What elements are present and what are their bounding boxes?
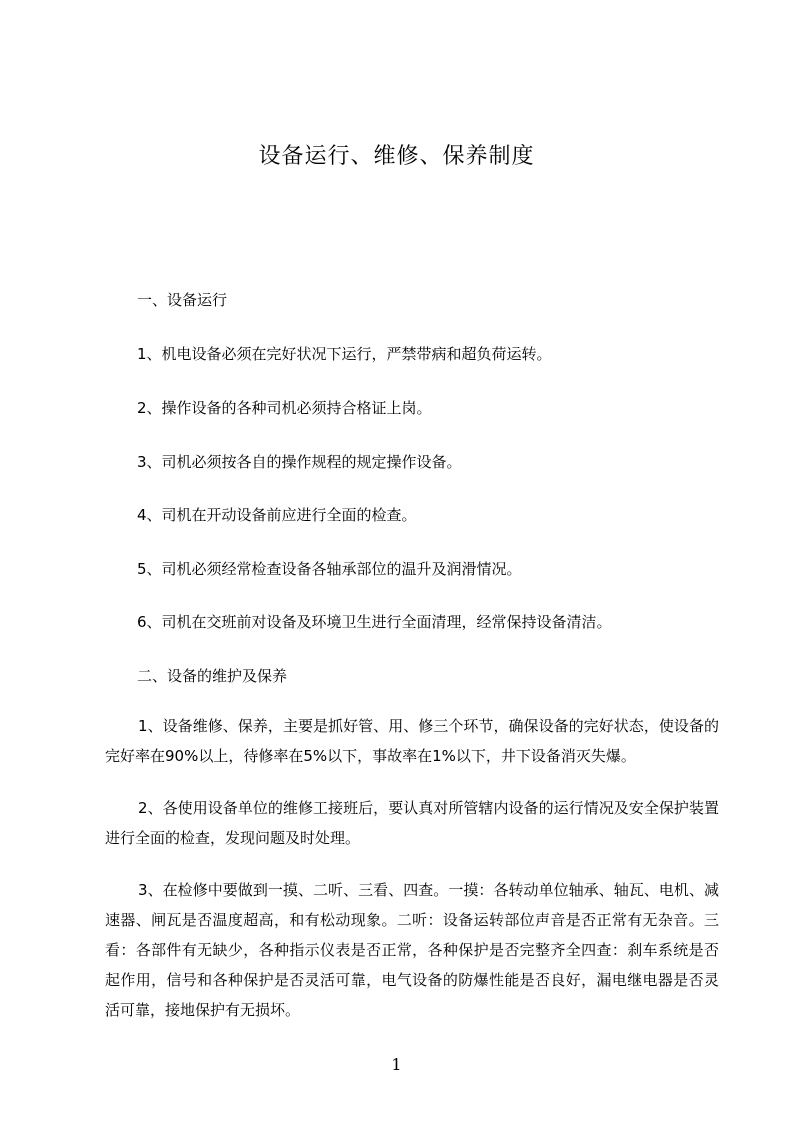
section-heading-maintenance: 二、设备的维护及保养 (137, 667, 288, 685)
list-item: 4、司机在开动设备前应进行全面的检查。 (137, 506, 417, 524)
list-item: 6、司机在交班前对设备及环境卫生进行全面清理，经常保持设备清洁。 (137, 613, 612, 631)
page-number: 1 (391, 1055, 402, 1074)
list-item: 2、操作设备的各种司机必须持合格证上岗。 (137, 399, 432, 417)
section-heading-operation: 一、设备运行 (137, 291, 228, 309)
paragraph: 3、在检修中要做到一摸、二听、三看、四查。一摸：各转动单位轴承、轴瓦、电机、减速器、闸瓦是否温度超高，和有松动现象。二听：设备运转部位声音是否正常有无杂音。三看：各部件有无缺少，各种指示仪表是否正常，各种保护是否完整齐全四查：刹车系统是否起作用，信号和各种保护是否灵活可靠，电气设备的防爆性能是否良好，漏电继电器是否灵活可靠，接地保护有无损坏。 (105, 881, 719, 1019)
list-item: 1、机电设备必须在完好状况下运行，严禁带病和超负荷运转。 (137, 345, 552, 363)
paragraph: 1、设备维修、保养，主要是抓好管、用、修三个环节，确保设备的完好状态，使设备的完好率在90%以上，待修率在5%以下，事故率在1%以下，井下设备消灭失爆。 (105, 717, 719, 765)
document-title: 设备运行、维修、保养制度 (258, 144, 535, 169)
list-item: 5、司机必须经常检查设备各轴承部位的温升及润滑情况。 (137, 560, 522, 578)
list-item: 3、司机必须按各自的操作规程的规定操作设备。 (137, 453, 462, 471)
paragraph: 2、各使用设备单位的维修工接班后，要认真对所管辖内设备的运行情况及安全保护装置进行全面的检查，发现问题及时处理。 (105, 799, 719, 847)
